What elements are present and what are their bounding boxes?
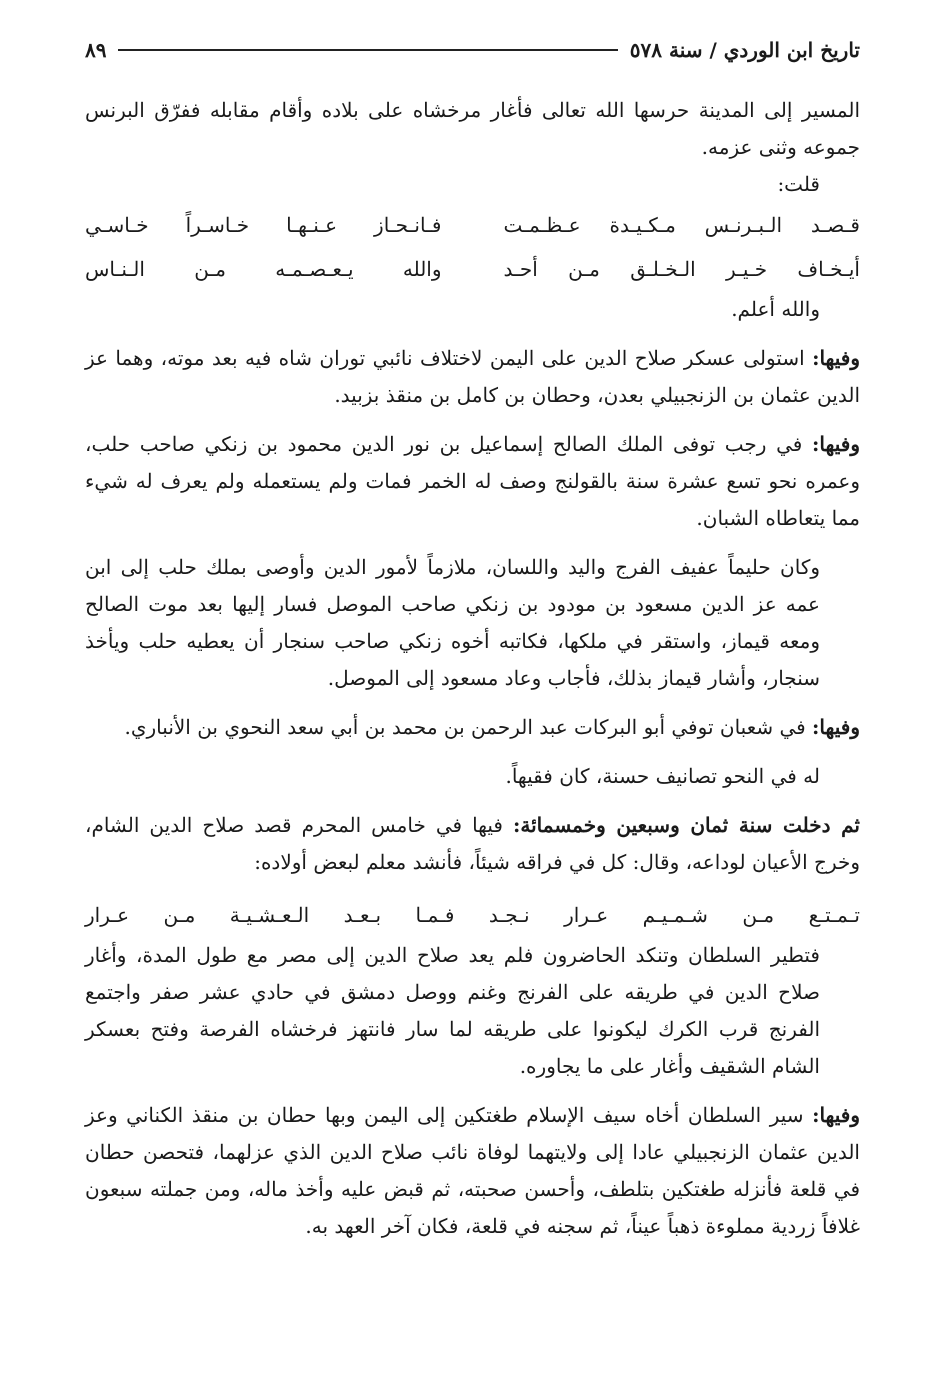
qult-label: قلت: <box>777 172 820 196</box>
paragraph-3 <box>85 426 860 537</box>
verse-single-text: تـمـتـع مـن شـمـيـم عـرار نـجـد فـمـا بـعـد الـعـشـيـة مـن عـرار <box>85 903 860 927</box>
page-number: ٨٩ <box>85 38 107 62</box>
allah-alam: والله أعلم. <box>731 297 820 321</box>
paragraph-2 <box>85 340 860 414</box>
paragraph-7-lead: ثم دخلت سنة ثمان وسبعين وخمسمائة: <box>513 813 860 837</box>
paragraph-9-lead: وفيها: <box>812 1103 861 1127</box>
book-page <box>85 30 860 1360</box>
verse-line-2 <box>85 247 860 291</box>
paragraph-9-text: سير السلطان أخاه سيف الإسلام طغتكين إلى اليمن وبها حطان بن منقذ الكناني وعز الدين عثمان الزنجبيلي عادا إلى ولايتهما لوفاة نائب صلاح الدين الذي عزلهما، فتحصن حطان في قلعة فأنزله طغتكين بتلطف، وأحسن صحبته، ثم قبض عليه وأخذ ماله، ومن جملته سبعون غلافاً زردية مملوءة ذهباً عيناً، ثم سجنه في قلعة، فكان آخر العهد به. <box>85 1103 860 1238</box>
paragraph-7-text: فيها في خامس المحرم قصد صلاح الدين الشام، وخرج الأعيان لوداعه، وقال: كل في فراقه شيئاً، فأنشد معلم لبعض أولاده: <box>85 813 860 874</box>
header-rule <box>118 49 617 51</box>
paragraph-7 <box>85 807 860 881</box>
verse-line-1 <box>85 203 860 247</box>
paragraph-3-text: في رجب توفى الملك الصالح إسماعيل بن نور الدين محمود بن زنكي صاحب حلب، وعمره نحو تسع عشرة سنة بالقولنج وصف له الخمر فمات ولم يستعمله ولم يعرف له شيء مما يتعاطاه الشبان. <box>85 432 860 530</box>
paragraph-5-text: في شعبان توفي أبو البركات عبد الرحمن بن محمد بن أبي سعد النحوي بن الأنباري. <box>124 715 806 739</box>
paragraph-4: وكان حليماً عفيف الفرج واليد واللسان، ملازماً لأمور الدين وأوصى بملك حلب إلى ابن عمه عز الدين مسعود بن مودود بن زنكي صاحب الموصل فسار إليها بعد موت الصالح ومعه قيماز، واستقر في ملكها، فكاتبه أخوه زنكي صاحب سنجار أن يعطيه حلب ويأخذ سنجار، وأشار قيماز بذلك، فأجاب وعاد مسعود إلى الموصل. <box>85 555 820 690</box>
hemistich-1a: قـصـد الـبـرنـس مـكـيـدة عـظـمـت <box>503 213 860 237</box>
page-body <box>85 92 860 1245</box>
verse-single <box>85 893 860 937</box>
paragraph-5-lead: وفيها: <box>812 715 860 739</box>
paragraph-9 <box>85 1097 860 1245</box>
paragraph-8: فتطير السلطان وتنكد الحاضرون فلم يعد صلاح الدين إلى مصر مع طول المدة، وأغار صلاح الدين في طريقه على الفرنج وغنم ووصل دمشق في حادي عشر صفر واجتمع الفرنج قرب الكرك ليكونوا على طريقه لما سار فانتهز فرخشاه الفرصة وفتح بعسكر الشام الشقيف وأغار على ما يجاوره. <box>85 943 820 1078</box>
running-header <box>85 30 860 70</box>
hemistich-2b: والله يـعـصـمـه مـن الـنـاس <box>85 257 442 281</box>
paragraph-2-lead: وفيها: <box>812 346 861 370</box>
paragraph-2-text: استولى عسكر صلاح الدين على اليمن لاختلاف نائبي توران شاه فيه بعد موته، وهما عز الدين عثمان بن الزنجبيلي بعدن، وحطان بن كامل بن منقذ بزبيد. <box>85 346 860 407</box>
hemistich-1b: فـانـحـاز عـنـهـا خـاسـراً خـاسـي <box>85 213 442 237</box>
header-title: تاريخ ابن الوردي / سنة ٥٧٨ <box>629 38 860 62</box>
paragraph-5 <box>85 709 860 746</box>
hemistich-2a: أيـخـاف خـيـر الـخـلـق مـن أحـد <box>503 257 860 281</box>
paragraph-3-lead: وفيها: <box>812 432 860 456</box>
paragraph-6: له في النحو تصانيف حسنة، كان فقيهاً. <box>505 764 820 788</box>
paragraph-1: المسير إلى المدينة حرسها الله تعالى فأغار مرخشاه على بلاده وأقام مقابله ففرّق البرنس جموعه وثنى عزمه. <box>85 98 860 159</box>
